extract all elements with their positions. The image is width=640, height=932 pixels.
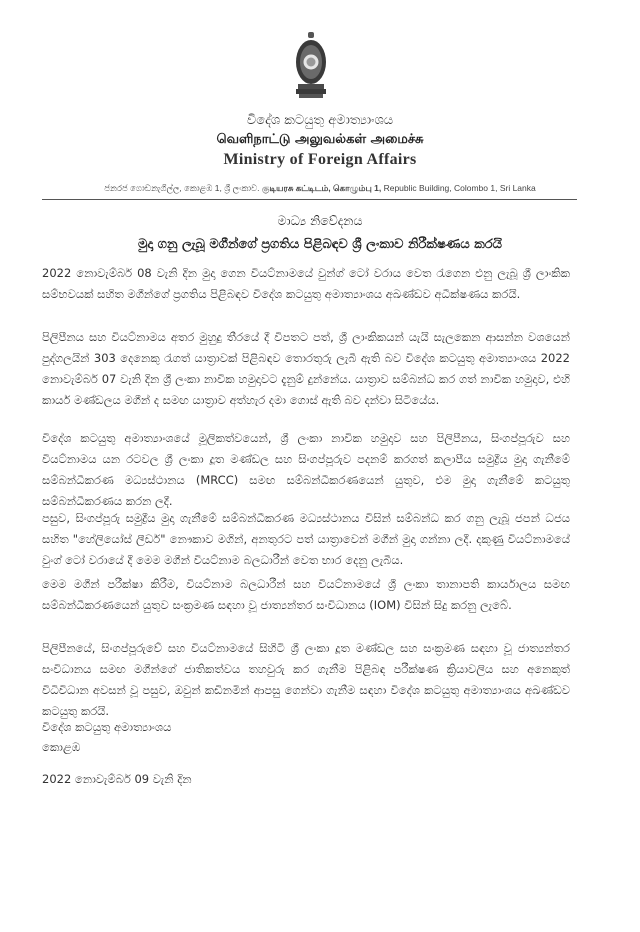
- state-emblem-icon: [292, 30, 330, 102]
- body-paragraph-4: පසුව, සිංගප්පූරු සමුද්‍රීය මුදා ගැනීමේ සම්බන්ධීකරණ මධ්‍යස්ථානය විසින් සම්බන්ධ කර ගනු ලැබූ ජපන් ධජය සහිත "හේලියෝස් ලීඩර්" නෞකාව මගින්, අනතුරට පත් යාත්‍රාවෙන් මගීන් මුදා ගන්නා ලදී. දකුණු වියට්නාමයේ වුංග් ටෝ වරායේ දී මෙම මගීන් වියට්නාම බලධාරීන් වෙත භාර දෙනු ලැබීය.: [42, 511, 570, 567]
- signature-city: කොළඹ: [42, 740, 81, 754]
- ministry-name-english: Ministry of Foreign Affairs: [223, 151, 417, 168]
- letterhead-divider: [42, 199, 577, 200]
- letterhead-address: [0, 183, 640, 195]
- signature-date: 2022 නොවැම්බර් 09 වැනි දින: [42, 772, 192, 786]
- body-paragraph-5: මෙම මගීන් පරීක්ෂා කිරීම, වියට්නාම බලධාරීන් සහ වියට්නාමයේ ශ්‍රී ලංකා තානාපති කාර්යාලය සමඟ සම්බන්ධීකරණයෙන් යුතුව සංක්‍රමණ සඳහා වූ ජාත්‍යන්තර සංවිධානය (IOM) විසින් සිදු කරනු ලැබේ.: [42, 577, 570, 612]
- address-sinhala: ජනරජ ගොඩනැගිල්ල, කොළඹ 1, ශ්‍රී ලංකාව.: [104, 183, 260, 193]
- address-tamil: குடியரசு கட்டிடம், கொழும்பு 1,: [261, 183, 382, 193]
- ministry-name-sinhala: විදේශ කටයුතු අමාත්‍යාංශය: [246, 113, 394, 128]
- address-english: Republic Building, Colombo 1, Sri Lanka: [383, 183, 536, 193]
- ministry-name-tamil: வெளிநாட்டு அலுவல்கள் அமைச்சு: [216, 132, 424, 147]
- body-paragraph-2: පිලිපීනය සහ වියට්නාමය අතර මුහුදු තීරයේ දී විපතට පත්, ශ්‍රී ලාංකිකයන් යැයි සැලකෙන ආසන්න වශයෙන් පුද්ගලයින් 303 දෙනෙකු රැගත් යාත්‍රාවක් පිළිබඳව තොරතුරු ලැබී ඇති බව විදේශ කටයුතු අමාත්‍යාංශය 2022 නොවැම්බර් 07 වැනි දින ශ්‍රී ලංකා නාවික හමුදාවට දැනුම් දුන්නේය. යාත්‍රාව සම්බන්ධ කර ගත් නාවික හමුදාව, එහි කාර්ය මණ්ඩලය මගීන් ද සමඟ යාත්‍රාව අත්හැර දමා ගොස් ඇති බව දන්වා සිටියේය.: [42, 330, 570, 407]
- document-type-label: මාධ්‍ය නිවේදනය: [277, 213, 363, 228]
- body-paragraph-3: විදේශ කටයුතු අමාත්‍යාංශයේ මූලිකත්වයෙන්, ශ්‍රී ලංකා නාවික හමුදාව සහ පිලිපීනය, සිංගප්පූරුව සහ වියට්නාමය යන රටවල ශ්‍රී ලංකා දූත මණ්ඩල සහ සිංගප්පූරුව පදනම් කරගත් කලාපීය සමුද්‍රීය මුදා ගැනීමේ සම්බන්ධීකරණ මධ්‍යස්ථානය (MRCC) සමඟ සම්බන්ධීකරණයෙන් යුතුව, එම මුදා ගැනීමේ කටයුතු සම්බන්ධීකරණය කරන ලදී.: [42, 431, 570, 508]
- body-paragraph-6: පිලිපීනයේ, සිංගප්පූරුවේ සහ වියට්නාමයේ සිහිටි ශ්‍රී ලංකා දූත මණ්ඩල සහ සංක්‍රමණ සඳහා වූ ජාත්‍යන්තර සංවිධානය සමඟ මගීන්ගේ ජාතිකත්වය තහවුරු කර ගැනීම පිළිබඳ පරීක්ෂණ ක්‍රියාවලිය සහ අනෙකුත් විධිවිධාන අවසන් වූ පසුව, ඔවුන් කඩිනමින් ආපසු ගෙන්වා ගැනීම සඳහා විදේශ කටයුතු අමාත්‍යාංශය අඛණ්ඩව කටයුතු කරයි.: [42, 641, 570, 718]
- body-paragraph-1: 2022 නොවැම්බර් 08 වැනි දින මුදා ගෙන වියට්නාමයේ වුන්ග් ටෝ වරාය වෙත රැගෙන එනු ලැබූ ශ්‍රී ලාංකික සම්භවයක් සහිත මගීන්ගේ ප්‍රගතිය පිළිබඳව විදේශ කටයුතු අමාත්‍යාංශය අඛණ්ඩව අධීක්ෂණය කරයි.: [42, 266, 570, 301]
- headline: මුදා ගනු ලැබූ මගීන්ගේ ප්‍රගතිය පිළිබඳව ශ්‍රී ලංකාව නිරීක්ෂණය කරයි: [137, 237, 503, 252]
- signature-issuer: විදේශ කටයුතු අමාත්‍යාංශය: [42, 720, 172, 734]
